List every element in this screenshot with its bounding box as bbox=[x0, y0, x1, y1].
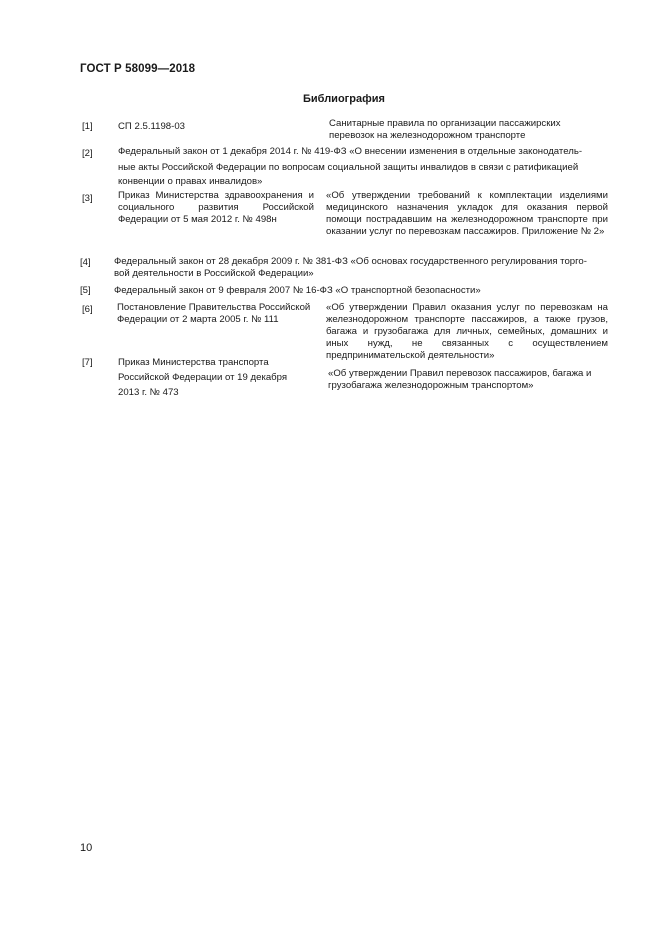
entry-description: «Об утверждении требований к комплектации изделиями медицинского назначения укладок для оказания первой помощи пострадавшим на железнодорожном транспорте при оказании услуг по перевозкам пассажиров. Приложение № 2» bbox=[326, 190, 608, 237]
entry-source: СП 2.5.1198-03 bbox=[118, 121, 185, 132]
entry-text-line: Федеральный закон от 1 декабря 2014 г. № 419-ФЗ «О внесении изменения в отдельные законодатель- bbox=[118, 146, 583, 157]
entry-description: «Об утверждении Правил перевозок пассажиров, багажа и грузобагажа железнодорожным транспортом» bbox=[328, 368, 592, 391]
entry-description: Санитарные правила по организации пассажирских перевозок на железнодорожном транспорте bbox=[329, 118, 561, 141]
entry-number: [3] bbox=[82, 193, 93, 204]
page-number: 10 bbox=[80, 842, 93, 854]
entry-text-line: конвенции о правах инвалидов» bbox=[118, 176, 263, 187]
entry-number: [2] bbox=[82, 148, 93, 159]
entry-text-line: Федеральный закон от 28 декабря 2009 г. № 381-ФЗ «Об основах государственного регулирования торго- bbox=[114, 256, 587, 267]
entry-number: [6] bbox=[82, 304, 93, 315]
entry-source: Приказ Министерства здравоохранения и социального развития Российской Федерации от 5 мая 2012 г. № 498н bbox=[118, 190, 314, 225]
entry-source: Постановление Правительства Российской Федерации от 2 марта 2005 г. № 111 bbox=[117, 302, 311, 325]
entry-number: [4] bbox=[80, 257, 91, 268]
entry-text-line: вой деятельности в Российской Федерации» bbox=[114, 268, 314, 279]
document-header: ГОСТ Р 58099—2018 bbox=[80, 63, 196, 75]
entry-number: [5] bbox=[80, 285, 91, 296]
entry-text-line: ные акты Российской Федерации по вопросам социальной защиты инвалидов в связи с ратификацией bbox=[118, 162, 579, 173]
entry-description: «Об утверждении Правил оказания услуг по перевозкам на железнодорожном транспорте пассажиров, а также грузов, багажа и грузобагажа для личных, семейных, домашних и иных нужд, не связанных с осуществлением предпринимательской деятельности» bbox=[326, 302, 608, 361]
entry-source: Приказ Министерства транспорта Российской Федерации от 19 декабря 2013 г. № 473 bbox=[118, 357, 288, 398]
entry-number: [1] bbox=[82, 121, 93, 132]
entry-number: [7] bbox=[82, 357, 93, 368]
section-title: Библиография bbox=[303, 93, 385, 105]
entry-text-line: Федеральный закон от 9 февраля 2007 № 16-ФЗ «О транспортной безопасности» bbox=[114, 285, 481, 296]
